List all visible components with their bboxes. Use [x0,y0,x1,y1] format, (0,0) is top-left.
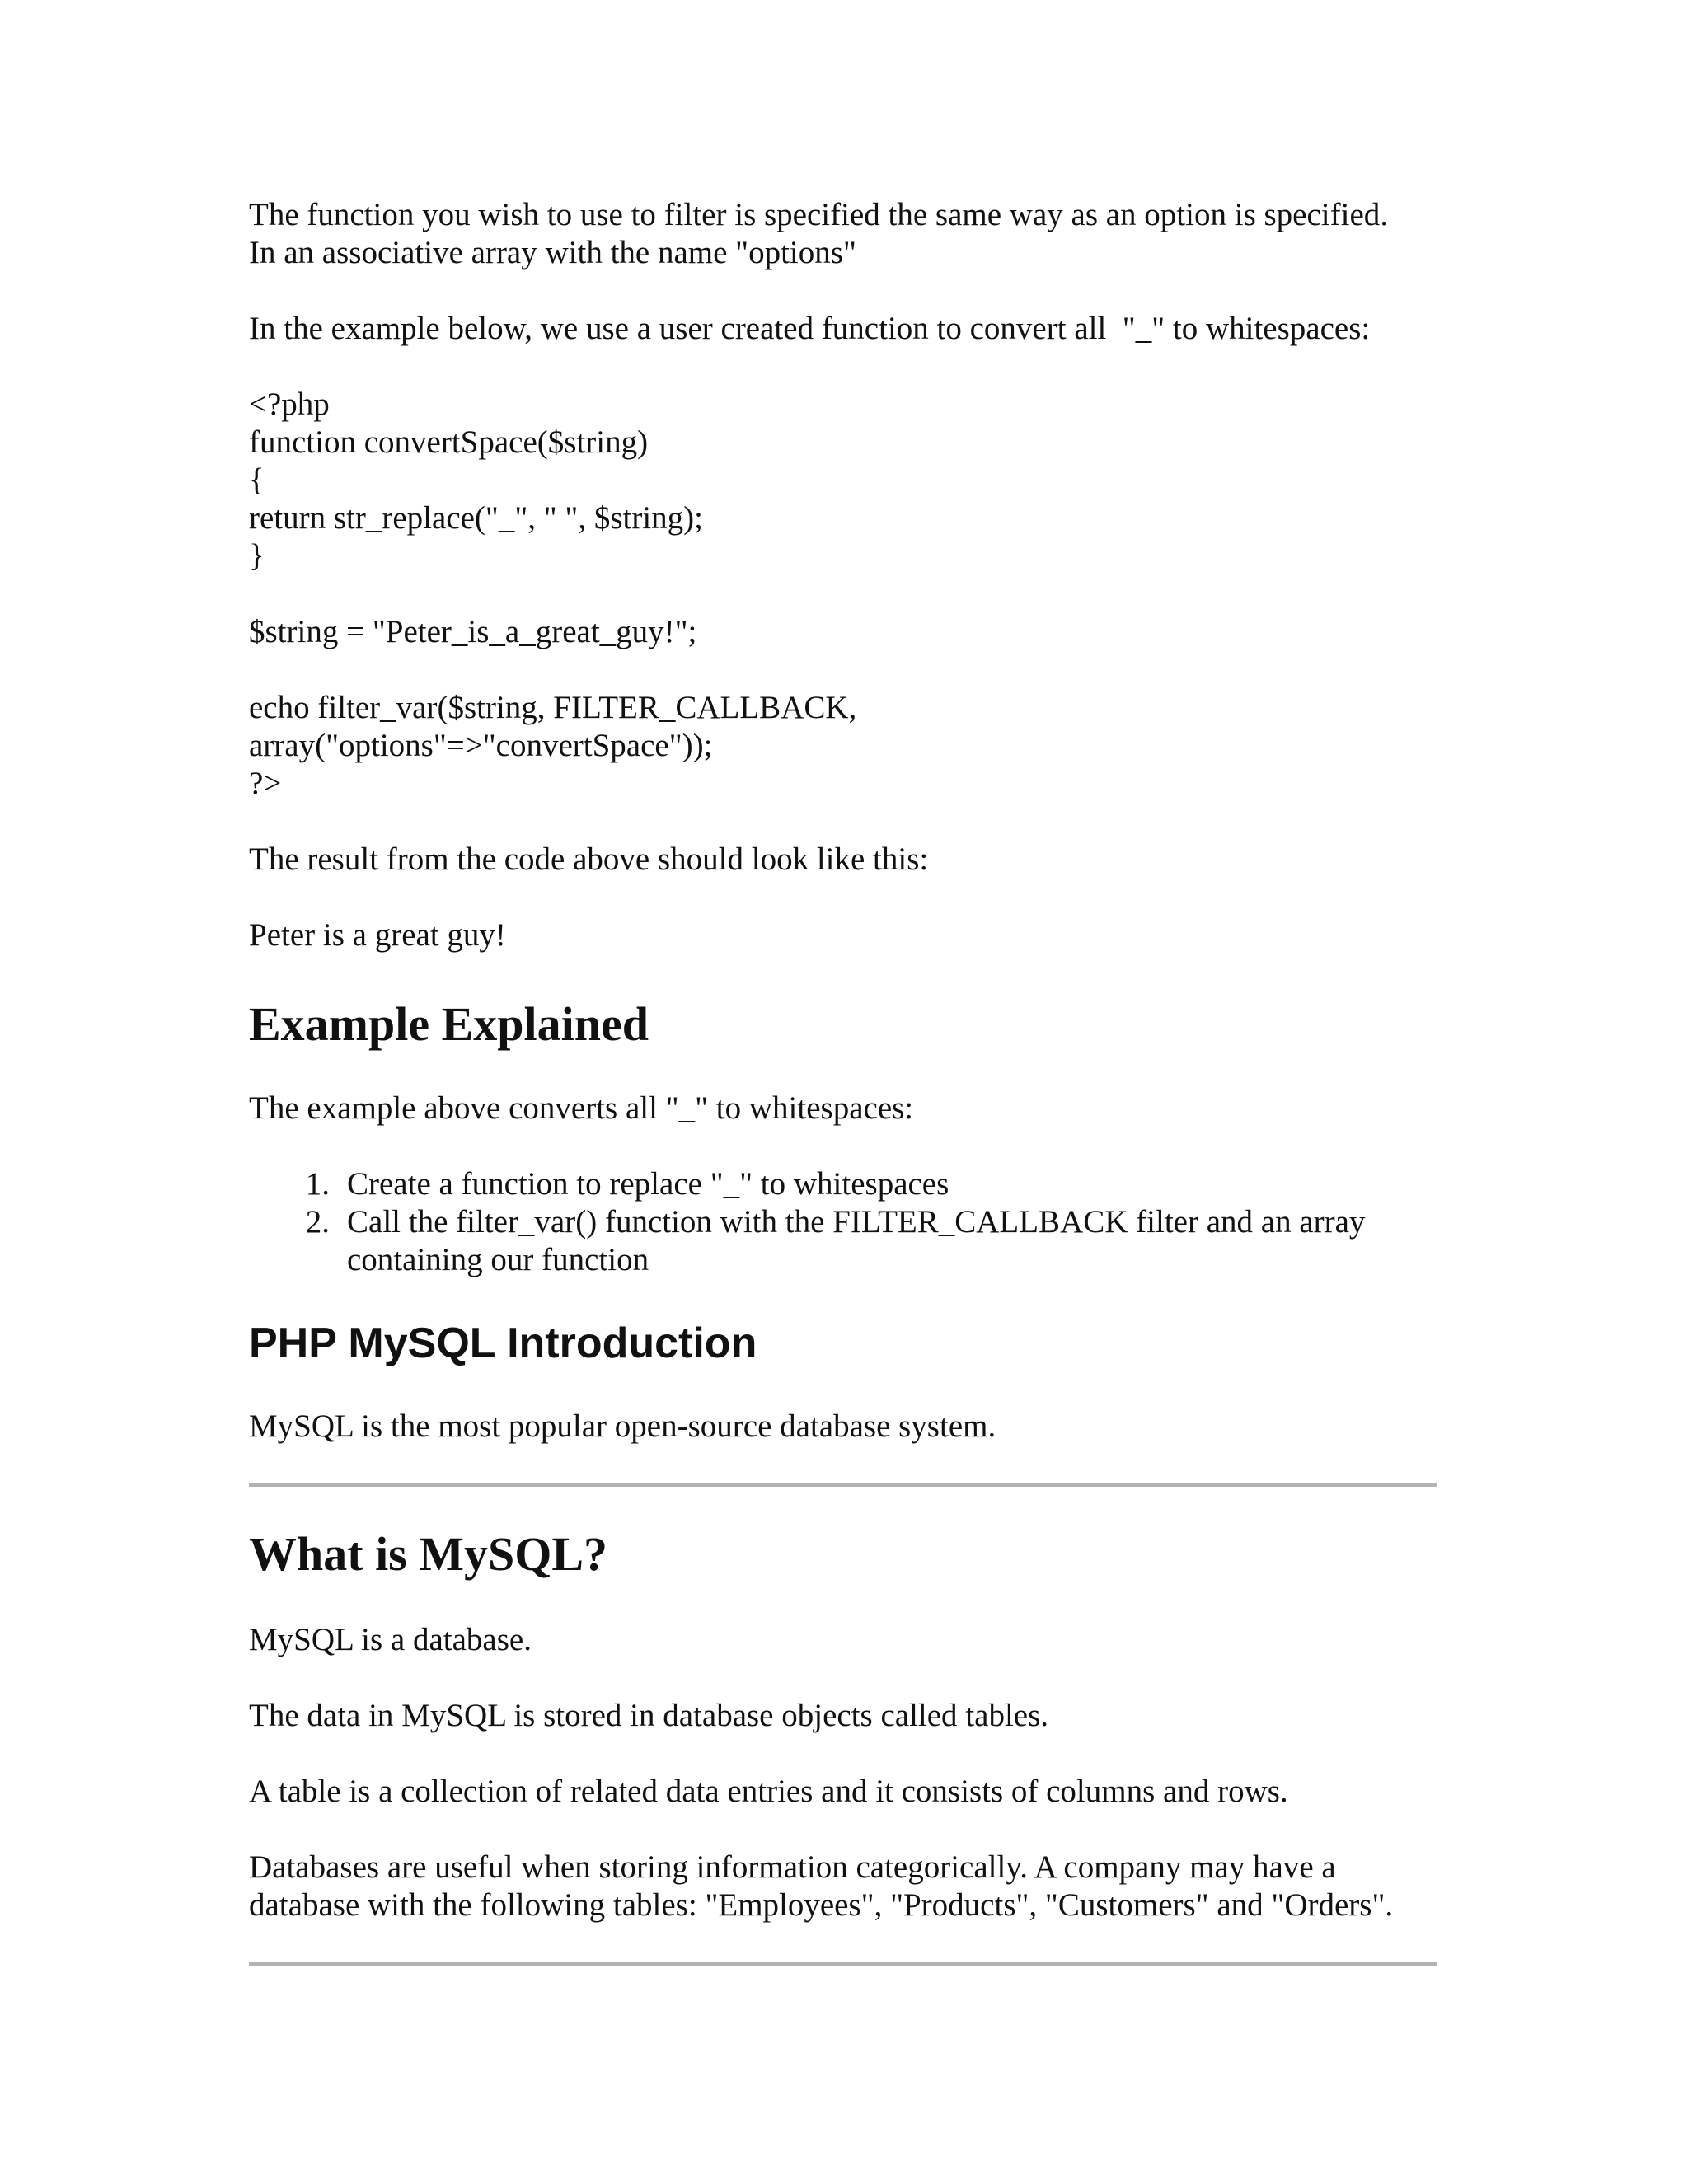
result-intro: The result from the code above should look like this: [249,841,929,877]
paragraph: A table is a collection of related data entries and it consists of columns and rows. [249,1774,1288,1809]
list-item-number: 1. [305,1166,330,1202]
intro-line-1: The function you wish to use to filter is specified the same way as an option is specified. [249,197,1389,232]
code-line: array("options"=>"convertSpace")); [249,728,713,763]
code-line: echo filter_var($string, FILTER_CALLBACK, [249,690,857,725]
paragraph: database with the following tables: "Employees", "Products", "Customers" and "Orders". [249,1887,1394,1923]
code-line: return str_replace("_", " ", $string); [249,500,704,536]
code-line: { [249,462,265,498]
heading-what-is-mysql: What is MySQL? [249,1527,608,1581]
list-item-number: 2. [305,1204,330,1240]
code-line: ?> [249,766,282,801]
list-item-text: Call the filter_var() function with the FILTER_CALLBACK filter and an array [347,1204,1366,1240]
code-line: <?php [249,387,330,422]
divider [249,1962,1437,1966]
heading-php-mysql-introduction: PHP MySQL Introduction [249,1319,757,1367]
mysql-intro-text: MySQL is the most popular open-source database system. [249,1408,996,1444]
example-explained-intro: The example above converts all "_" to whitespaces: [249,1090,914,1126]
code-line: function convertSpace($string) [249,424,649,460]
list-item-text: containing our function [347,1242,649,1277]
paragraph: Databases are useful when storing information categorically. A company may have a [249,1849,1336,1885]
code-line: } [249,538,265,574]
intro-line-2: In an associative array with the name "options" [249,235,856,270]
result-output: Peter is a great guy! [249,917,506,953]
paragraph: The data in MySQL is stored in database objects called tables. [249,1698,1049,1733]
divider [249,1483,1437,1487]
example-intro: In the example below, we use a user created function to convert all "_" to whitespaces: [249,311,1371,346]
heading-example-explained: Example Explained [249,997,649,1051]
code-line: $string = "Peter_is_a_great_guy!"; [249,614,697,649]
list-item-text: Create a function to replace "_" to whitespaces [347,1166,950,1202]
paragraph: MySQL is a database. [249,1622,532,1657]
